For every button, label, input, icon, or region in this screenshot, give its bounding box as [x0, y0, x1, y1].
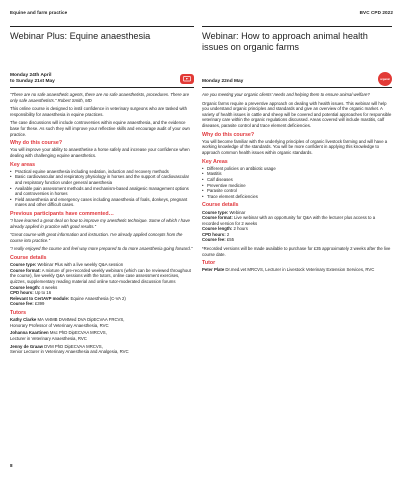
webinar-plus-icon [180, 74, 194, 84]
date-line: to Sunday 21st May [10, 79, 55, 84]
date-row [202, 66, 392, 88]
organic-logo-icon: organic [378, 72, 392, 86]
list-item: • Basic cardiovascular and respiratory physiology in horses and the support of cardiovascular and respiratory function under general anaesthesia [10, 174, 194, 185]
list-item: • Preventive medicine [202, 183, 392, 189]
list-item: • Calf diseases [202, 177, 392, 183]
why-text: You will improve your ability to anaesthetise a horse safely and increase your confidence when dealing with challenging equine anaesthetics. [10, 147, 190, 158]
comment: "I have learned a great deal on how to improve my anesthetic technique. Some of which I have already applied in practice with good results." [10, 218, 190, 229]
running-header [10, 10, 393, 20]
detail-row: Course type: Webinar [202, 209, 246, 215]
course-title: Webinar Plus: Equine anaesthesia [10, 26, 194, 66]
quote: "There are no safe anaesthetic agents, there are no safe anaesthetists, procedures. There are only safe anaesthetists." Robert Smith, MD [10, 92, 189, 103]
tutor-entry: Johanna Kaartinen Msc PhD DipECVAA MRCVS, Lecturer in Veterinary Anaesthesia, RVC [10, 330, 107, 342]
list-item: • Different policies on antibiotic usage [202, 166, 392, 172]
key-areas-heading: Key Areas [202, 158, 228, 165]
why-heading: Why do this course? [202, 131, 255, 138]
date-line: Monday 22nd May [202, 79, 244, 84]
detail-row: Course type: Webinar Plus with a live weekly Q&A session [10, 262, 124, 268]
equine-anaesthesia-column [10, 26, 194, 357]
key-areas-list [10, 169, 194, 208]
detail-row: CPD hours: Up to 16 [10, 290, 52, 296]
detail-row: CPD hours: 2 [202, 231, 230, 237]
publication-label: BVC CPD 2022 [359, 10, 393, 15]
detail-row: Course length: 2 hours [202, 226, 248, 232]
details-heading: Course details [10, 255, 47, 262]
intro-question: Are you meeting your organic clients' needs and helping them to ensure animal welfare? [202, 92, 370, 97]
detail-row: Course format: A mixture of pre-recorded weekly webinars (which can be reviewed throughout the course), live weekly Q&A sessions with the tutors, online case assessment exercises, quizzes, supplementary reading material and online tutor-moderated discussion forums [10, 267, 191, 285]
organic-farms-column [202, 26, 392, 275]
key-areas-heading: Key areas [10, 161, 36, 168]
course-title: Webinar: How to approach animal health issues on organic farms [202, 26, 392, 66]
date-line: Monday 24th April [10, 73, 52, 78]
key-areas-list [202, 166, 392, 200]
page-number: 8 [10, 463, 13, 468]
why-text: You will become familiar with the underlying principles of organic livestock farming and will have a working knowledge of the standards. You will be more confident in applying this knowledge to approach common health issues within organic standards. [202, 138, 388, 155]
detail-row: Course fee: £399 [10, 301, 45, 307]
course-dates [10, 73, 55, 85]
course-dates [202, 79, 243, 85]
list-item: • Trace element deficiencies [202, 194, 392, 200]
tutors-heading: Tutors [10, 310, 27, 317]
intro-paragraph: Organic farms require a preventive approach on dealing with health issues. This webinar will help you understand organic principles and standards and give an overview of the organic market. A variety of health issues in cattle and sheep will be covered and potential approaches for responsible veterinary care within the organic regulations discussed. Areas covered will include mastitis, calf diseases, parasite control and trace element deficiencies. [202, 100, 392, 128]
tutor-heading: Tutor [202, 260, 216, 267]
why-heading: Why do this course? [10, 140, 63, 147]
comments-heading: Previous participants have commented… [10, 210, 114, 217]
section-label: Equine and farm practice [10, 10, 68, 15]
details-heading: Course details [202, 202, 239, 209]
detail-row: Course fee: £55 [202, 237, 235, 243]
list-item: • Parasite control [202, 188, 392, 194]
intro-paragraph: The case discussions will include controversies within equine anaesthesia, and the evidence base for these. As such they will improve your reflective skills and encourage audit of your own practice. [10, 120, 190, 137]
course-details [202, 210, 392, 244]
list-item: • Mastitis [202, 171, 392, 177]
course-details [10, 262, 194, 307]
intro-paragraph: This online course is designed to instil confidence in veterinary surgeons who are tasked with responsibility for anaesthesia in equine practices. [10, 106, 187, 117]
tutor-entry: Peter Plate Dr.med.vet MRCVS, Lecturer in Livestock Veterinary Extension Services, RVC [202, 267, 375, 273]
detail-row: Relevant to CertAVP module: Equine Anaesthesia (C-VA 2) [10, 295, 126, 301]
date-row [10, 66, 194, 88]
comment: "Great course with great information and instruction. I've already applied concepts from the course into practice." [10, 232, 183, 243]
detail-row: Course format: Live webinar with an opportunity for Q&A with the lecturer plus access to a recorded version for 2 weeks [202, 215, 376, 226]
tutor-entry: Jenny de Graaw DVM PhD DipECVAA MRCVS, Senior Lecturer in Veterinary Anaesthesia and Analgesia, RVC [10, 343, 129, 355]
detail-row: Course length: 4 weeks [10, 284, 58, 290]
list-item: • Practical equine anaesthesia including sedation, induction and recovery methods [10, 169, 194, 175]
comment: "I really enjoyed the course and feel way more prepared to do more anaesthesia going forward." [10, 246, 193, 252]
list-item: • Field anaesthesia and emergency cases including anaesthesia of foals, donkeys, pregnant mares and other difficult cases. [10, 197, 194, 208]
list-item: • Available pain assessment methods and mechanism-based analgesic management options and controversies in horses [10, 186, 194, 197]
tutor-entry: Kathy Clarke MA VetMB DVetMed DVA DipECVAA FRCVS, Honorary Professor of Veterinary Anaesthesia, RVC [10, 317, 125, 328]
recording-note: *Recorded versions will be made available to purchase for £35 approximately 2 weeks after the live course date. [202, 246, 391, 257]
